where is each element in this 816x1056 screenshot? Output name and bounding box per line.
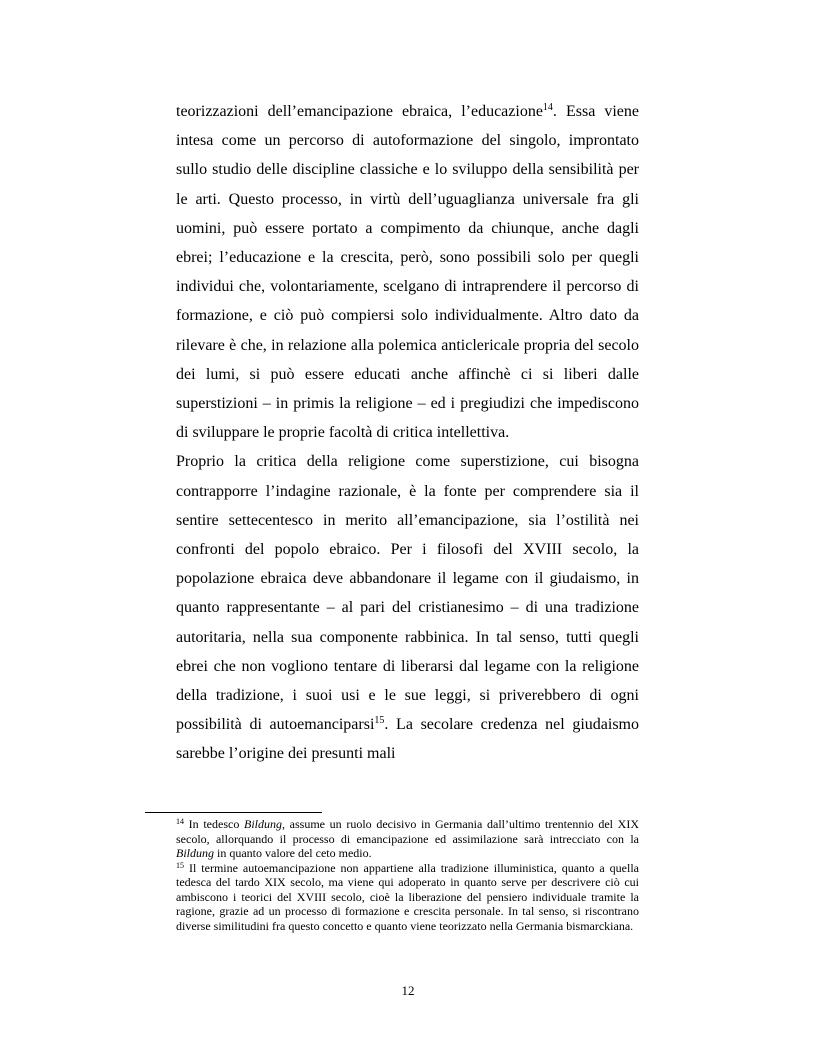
footnote-15	[176, 861, 639, 934]
paragraph-1-text-a: teorizzazioni dell’emancipazione ebraica, l’educazione	[176, 103, 543, 120]
footnote-14-term-2: Bildung	[176, 846, 214, 860]
page-number: 12	[401, 983, 415, 998]
footnotes	[176, 817, 639, 933]
footnote-separator	[145, 812, 322, 813]
main-text	[176, 97, 639, 769]
footnote-14-term-1: Bildung	[244, 817, 282, 831]
paragraph-2-text-b: . La secolare credenza nel giudaismo sarebbe l’origine dei presunti mali	[176, 716, 639, 763]
footnote-15-text: Il termine autoemancipazione non appartiene alla tradizione illuministica, quanto a quella tedesca del tardo XIX secolo, ma viene qui adoperato in quanto serve per descrivere ciò cui ambiscono i teorici del XVIII secolo, cioè la liberazione del pensiero individuale tramite la ragione, grazie ad un processo di formazione e crescita personale. In tal senso, si riscontrano diverse similitudini fra questo concetto e quanto viene teorizzato nella Germania bismarckiana.	[176, 860, 639, 933]
footnote-ref-15[interactable]: 15	[374, 715, 385, 727]
paragraph-1	[176, 97, 639, 447]
footnote-ref-14[interactable]: 14	[542, 102, 553, 113]
paragraph-2	[176, 447, 639, 768]
paragraph-2-text-a: Proprio la critica della religione come superstizione, cui bisogna contrapporre l’indagine razionale, è la fonte per comprendere sia il sentire settecentesco in merito all’emancipazione, sia l’ostilità nei confronti del popolo ebraico. Per i filosofi del XVIII secolo, la popolazione ebraica deve abbandonare il legame con il giudaismo, in quanto rappresentante – al pari del cristianesimo – di una tradizione autoritaria, nella sua componente rabbinica. In tal senso, tutti quegli ebrei che non vogliono tentare di liberarsi dal legame con la religione della tradizione, i suoi usi e le sue leggi, si priverebbero di ogni possibilità di autoemanciparsi	[176, 453, 639, 734]
footnote-14-text-b: , assume un ruolo decisivo in Germania dall’ultimo trentennio del XIX secolo, allorquando il processo di emancipazione ed assimilazione sarà intrecciato con la	[176, 817, 639, 846]
footnote-14-text-a: In tedesco	[184, 817, 244, 831]
footnote-15-number: 15	[176, 860, 184, 870]
footnote-14	[176, 817, 639, 861]
paragraph-1-text-b: . Essa viene intesa come un percorso di autoformazione del singolo, improntato sullo studio delle discipline classiche e lo sviluppo della sensibilità per le arti. Questo processo, in virtù dell’uguaglianza universale fra gli uomini, può essere portato a compimento da chiunque, anche dagli ebrei; l’educazione e la crescita, però, sono possibili solo per quegli individui che, volontariamente, scelgano di intraprendere il percorso di formazione, e ciò può compiersi solo individualmente. Altro dato da rilevare è che, in relazione alla polemica anticlericale propria del secolo dei lumi, si può essere educati anche affinchè ci si liberi dalle superstizioni – in primis la religione – ed i pregiudizi che impediscono di sviluppare le proprie facoltà di critica intellettiva.	[176, 103, 639, 442]
footnote-14-number: 14	[176, 817, 184, 826]
footnote-14-text-c: in quanto valore del ceto medio.	[214, 846, 372, 860]
